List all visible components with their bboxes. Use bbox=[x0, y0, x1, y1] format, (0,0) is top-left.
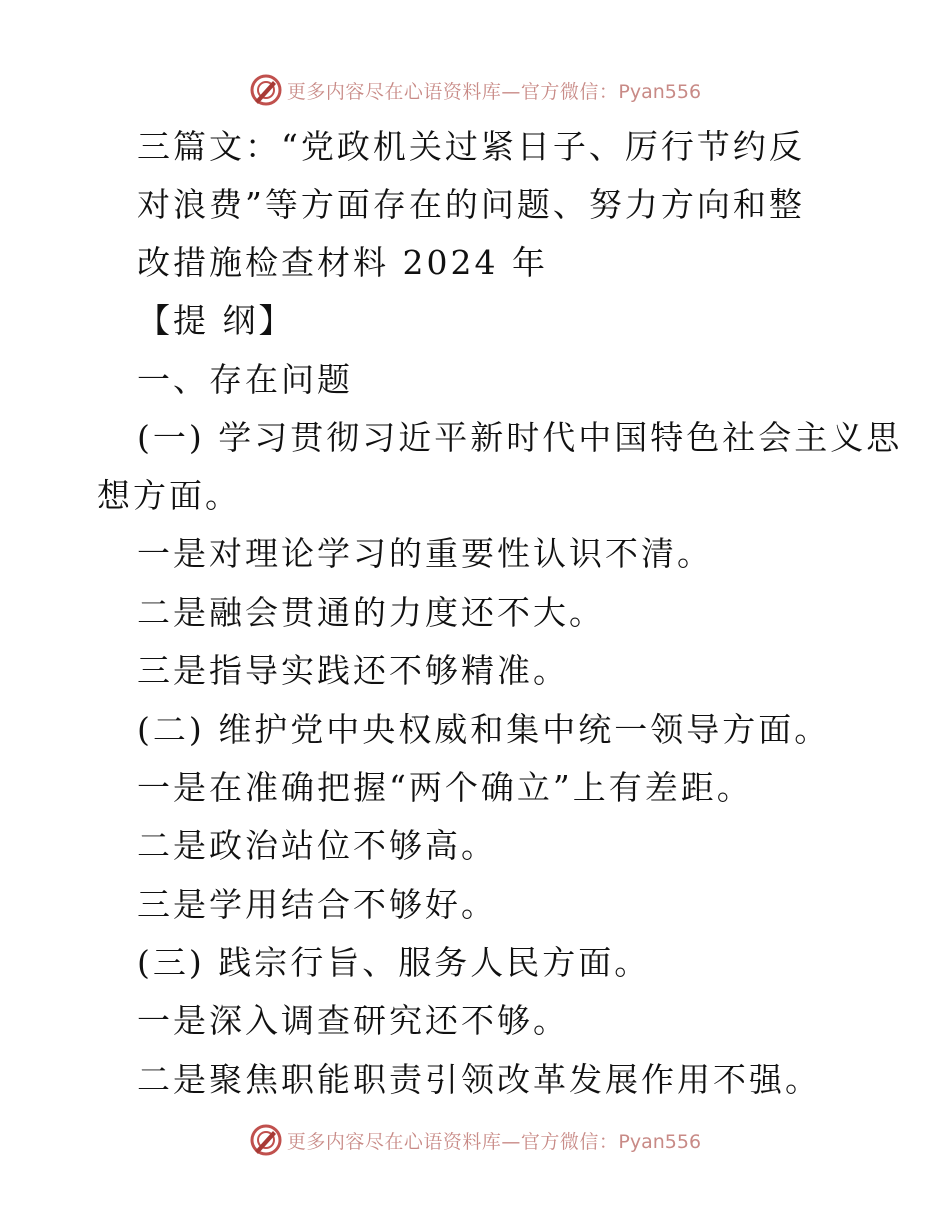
title-line-3: 改措施检查材料 2024 年 bbox=[137, 243, 548, 282]
list-item: 一是在准确把握“两个确立”上有差距。 bbox=[137, 768, 753, 807]
subsection-2-heading: (二) 维护党中央权威和集中统一领导方面。 bbox=[137, 710, 831, 749]
title-line-2: 对浪费”等方面存在的问题、努力方向和整 bbox=[137, 185, 805, 224]
list-item: 二是融会贯通的力度还不大。 bbox=[137, 593, 605, 632]
subsection-3-heading: (三) 践宗行旨、服务人民方面。 bbox=[137, 943, 651, 982]
watermark-banner-top bbox=[0, 72, 950, 108]
title-line-1: 三篇文：“党政机关过紧日子、厉行节约反 bbox=[137, 127, 805, 166]
watermark-logo-icon bbox=[249, 73, 283, 107]
outline-label: 【提 纲】 bbox=[137, 301, 295, 340]
list-item: 一是深入调查研究还不够。 bbox=[137, 1001, 569, 1040]
list-item: 二是聚焦职能职责引领改革发展作用不强。 bbox=[137, 1060, 821, 1099]
subsection-1-heading-cont: 想方面。 bbox=[97, 476, 241, 515]
watermark-logo-icon bbox=[249, 1123, 283, 1157]
section-heading: 一、存在问题 bbox=[137, 360, 353, 399]
watermark-text: 更多内容尽在心语资料库—官方微信：Pyan556 bbox=[286, 1130, 702, 1153]
list-item: 一是对理论学习的重要性认识不清。 bbox=[137, 534, 713, 573]
list-item: 二是政治站位不够高。 bbox=[137, 826, 497, 865]
watermark-text: 更多内容尽在心语资料库—官方微信：Pyan556 bbox=[286, 80, 702, 103]
subsection-1-heading: (一) 学习贯彻习近平新时代中国特色社会主义思 bbox=[137, 418, 903, 457]
list-item: 三是学用结合不够好。 bbox=[137, 885, 497, 924]
watermark-banner-bottom bbox=[0, 1122, 950, 1158]
list-item: 三是指导实践还不够精准。 bbox=[137, 651, 569, 690]
